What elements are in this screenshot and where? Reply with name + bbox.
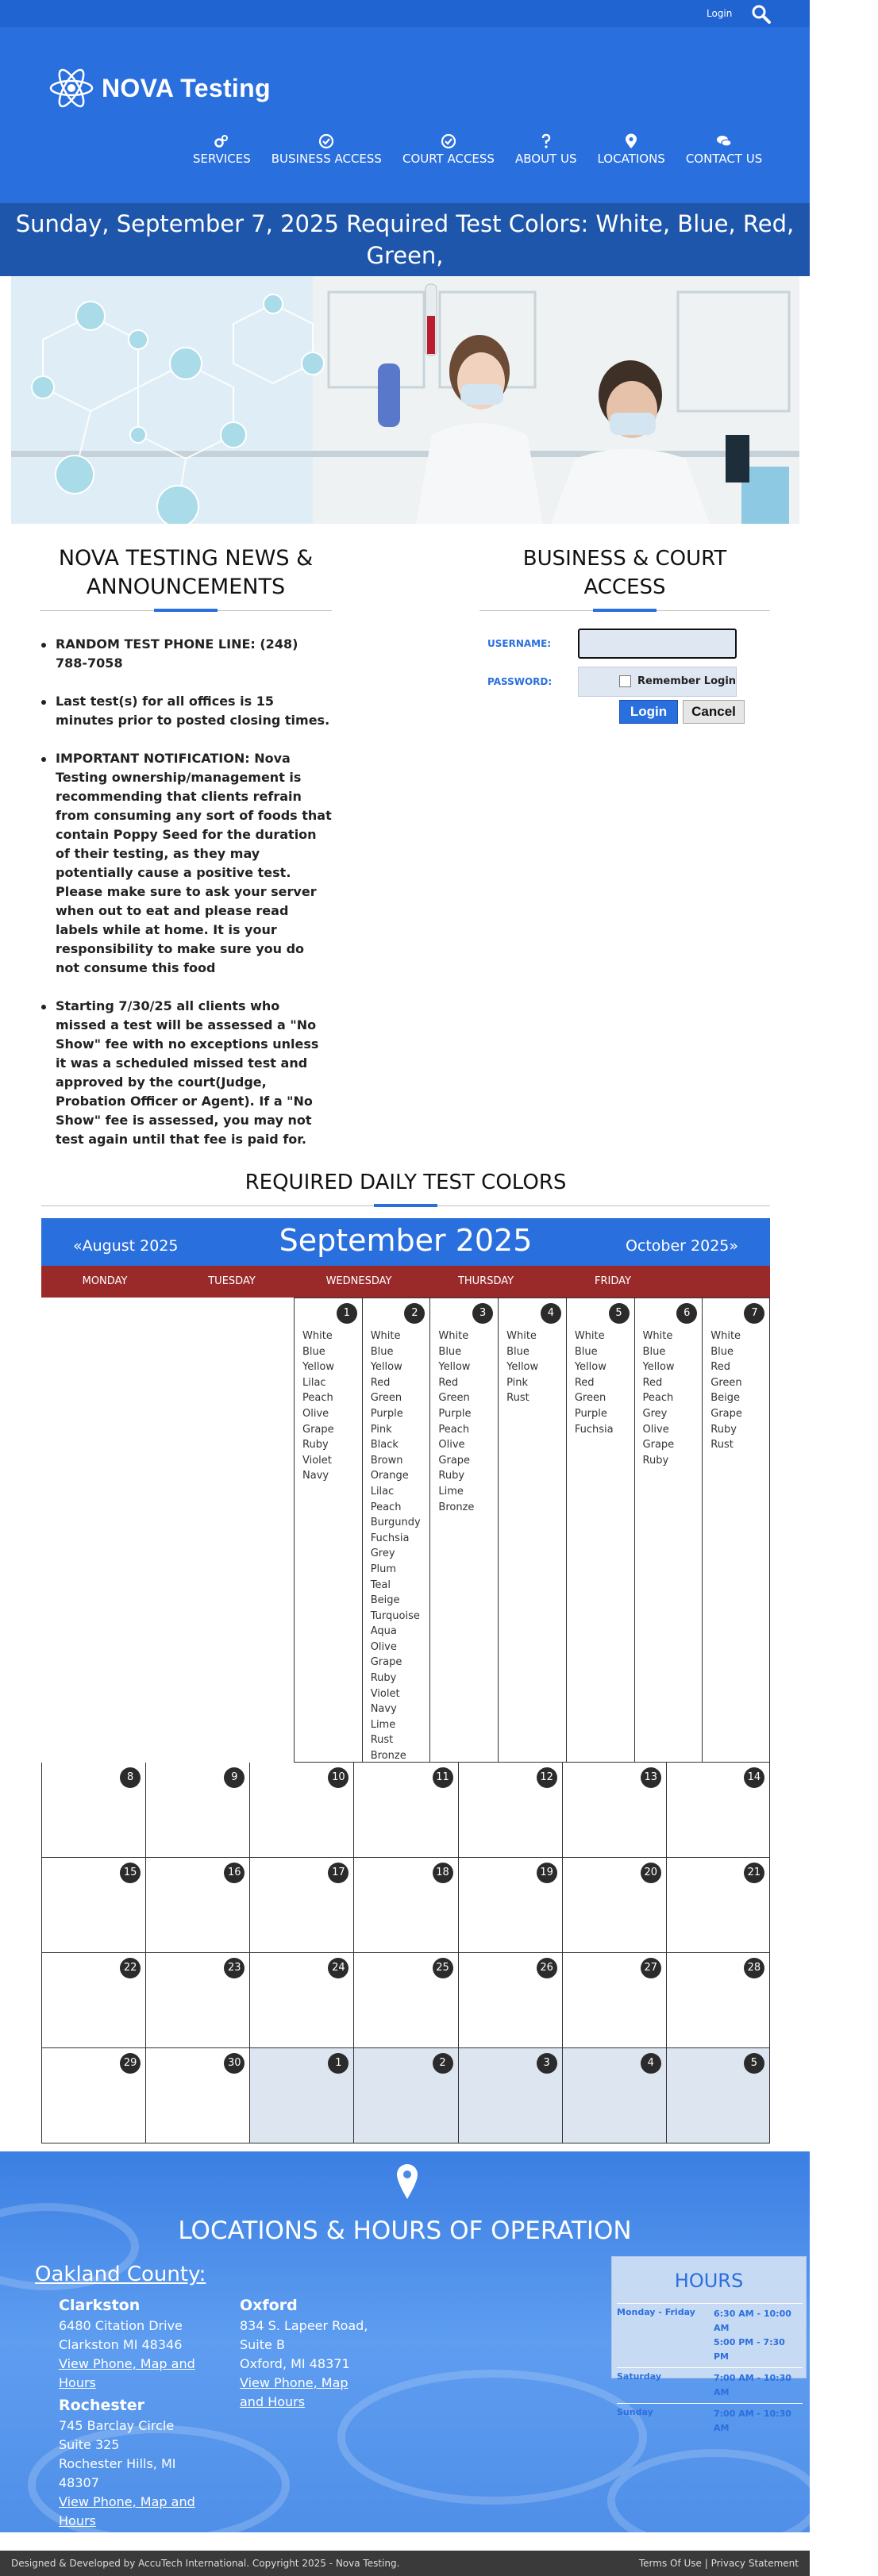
test-color: Olive [302,1407,329,1420]
test-color: White [710,1330,741,1342]
calendar-day-cell[interactable] [666,1858,770,1953]
map-pin-icon [623,133,639,149]
logo[interactable] [49,60,271,116]
test-color: Lime [370,1718,396,1731]
calendar-day-cell[interactable] [429,1298,498,1763]
office-details-link[interactable]: View Phone, Map and Hours [59,2356,195,2390]
test-color: Grey [642,1407,668,1420]
calendar-day-cell[interactable] [145,1858,249,1953]
news-item: RANDOM TEST PHONE LINE: (248) 788-7058 [40,635,332,673]
next-month-label: October 2025 [625,1237,730,1255]
day-number-badge: 27 [641,1958,661,1978]
test-color: Beige [370,1594,400,1607]
calendar-day-cell[interactable] [562,1858,666,1953]
news-list [40,635,332,1149]
calendar-day-cell[interactable] [353,1858,457,1953]
calendar-day-cell[interactable] [498,1298,566,1763]
title-divider [40,602,332,611]
day-number-badge: 15 [120,1863,141,1883]
test-color: Grape [710,1407,742,1420]
test-color: Ruby [302,1439,329,1451]
test-color: Bronze [370,1750,406,1763]
day-number-badge: 2 [404,1303,425,1324]
calendar-day-cell[interactable] [353,1763,457,1858]
test-color: Red [574,1376,595,1389]
test-color: Violet [302,1454,332,1467]
test-color: Blue [438,1345,462,1358]
test-color: Purple [438,1407,472,1420]
test-color: Peach [302,1392,333,1405]
double-chevron-left-icon: « [73,1237,83,1255]
news-item: Last test(s) for all offices is 15 minutes prior to posted closing times. [40,692,332,730]
hours-time-1: 6:30 AM - 10:00 AM [714,2309,791,2333]
test-color: Yellow [302,1361,335,1374]
top-bar [0,0,810,27]
colors-section-header [41,1168,770,1206]
day-number-badge: 5 [609,1303,630,1324]
day-number-badge: 18 [433,1863,453,1883]
day-number-badge: 21 [744,1863,764,1883]
test-color: White [438,1330,469,1342]
test-color: Blue [302,1345,325,1358]
test-color: White [642,1330,673,1342]
day-color-list [575,1328,614,1437]
test-color: Olive [438,1439,465,1451]
test-color: Red [642,1376,663,1389]
calendar-day-cell[interactable] [41,1763,145,1858]
calendar-day-cell[interactable] [458,2048,562,2143]
test-color: Purple [370,1407,403,1420]
test-color: Plum [370,1563,397,1575]
day-number-badge: 11 [433,1767,453,1788]
test-color: Teal [370,1578,391,1591]
atom-logo-icon [49,63,94,113]
test-color: Olive [370,1640,397,1653]
cancel-button[interactable]: Cancel [683,700,745,724]
login-button[interactable]: Login [619,700,678,724]
test-color: Red [370,1376,391,1389]
login-form [479,627,770,703]
day-color-list [302,1328,334,1484]
nav-label: SERVICES [193,152,251,166]
copyright-text: Designed & Developed by AccuTech International. Copyright 2025 - Nova Testing. [11,2558,400,2569]
password-label: PASSWORD: [487,676,553,687]
username-label: USERNAME: [487,638,552,649]
title-divider [479,602,770,611]
office-address-1: 6480 Citation Drive [59,2318,183,2333]
day-number-badge: 29 [120,2053,141,2074]
test-color: Burgundy [370,1517,421,1529]
day-number-badge: 14 [744,1767,764,1788]
nav-label: CONTACT US [685,152,763,166]
calendar-day-cell[interactable] [458,1763,562,1858]
hours-time: 7:00 AM - 10:30 AM [714,2373,791,2397]
next-month-link[interactable] [626,1237,738,1255]
top-login-link[interactable]: Login [707,8,733,19]
news-item: IMPORTANT NOTIFICATION: Nova Testing ownership/management is recommending that clients refrain from consuming any sort of foods that contain Poppy Seed for the duration of their testing, as they may potentially cause a positive test. Please make sure to ask your server when out to eat and please read labels while at home. It is your responsibility to make sure you do not consume this food [40,749,332,978]
office-details-link[interactable]: View Phone, Map and Hours [240,2375,349,2409]
test-color: Orange [370,1470,409,1482]
test-color: Grape [642,1439,675,1451]
office-address-2: Clarkston MI 48346 [59,2337,183,2352]
calendar-day-cell[interactable] [249,1858,353,1953]
day-color-list [643,1328,675,1468]
test-color: Ruby [710,1423,737,1436]
weekday-label: MONDAY [82,1275,128,1287]
day-number-badge: 16 [224,1863,245,1883]
double-chevron-right-icon: » [729,1237,738,1255]
test-color: Blue [370,1345,394,1358]
office-address-2: Oxford, MI 48371 [240,2356,350,2371]
map-pin-icon [397,2164,418,2199]
calendar-day-cell[interactable] [249,1953,353,2048]
day-number-badge: 3 [537,2053,557,2074]
weekday-label: WEDNESDAY [325,1275,392,1287]
day-color-list [371,1328,421,1764]
day-number-badge: 20 [641,1863,661,1883]
day-number-badge: 17 [328,1863,349,1883]
lab-scientists-illustration [11,276,799,524]
day-number-badge: 24 [328,1958,349,1978]
banner-line-1: Sunday, September 7, 2025 Required Test Colors: White, Blue, Red, Green, [15,210,795,269]
test-color: Grey [370,1548,395,1560]
remember-label: Remember Login [637,675,737,687]
test-color: Beige [710,1392,741,1405]
day-number-badge: 19 [537,1863,557,1883]
calendar-day-cell[interactable] [41,2048,145,2143]
username-row [479,627,770,665]
hours-time: 7:00 AM - 10:30 AM [714,2409,791,2433]
test-color: Blue [710,1345,734,1358]
day-number-badge: 1 [337,1303,357,1324]
test-color: Yellow [642,1361,675,1374]
test-color: Pink [370,1423,392,1436]
hours-day: Saturday [617,2371,661,2382]
nav-label: LOCATIONS [597,152,665,166]
day-number-badge: 5 [744,2053,764,2074]
gears-icon [214,133,229,149]
news-item: Starting 7/30/25 all clients who missed a test will be assessed a "No Show" fee with no exceptions unless it was a scheduled missed test and approved by the court(Judge, Probation Officer or Agent). If a "No Show" fee is assessed, you may not test again until that fee is paid for. [40,997,332,1149]
calendar-day-cell[interactable] [353,1953,457,2048]
office-name: Oxford [240,2297,298,2314]
office-address-1: 745 Barclay Circle Suite 325 [59,2418,175,2452]
test-color: Olive [642,1423,669,1436]
calendar-day-cell[interactable] [562,1763,666,1858]
news-title-line-1: NOVA TESTING NEWS & [58,546,314,571]
hours-day: Sunday [617,2407,653,2417]
hero-image [11,276,799,524]
calendar-week-row [41,1953,770,2048]
nav-court-access[interactable] [402,133,495,166]
remember-login[interactable] [619,675,736,687]
copyright-bar [0,2551,810,2576]
question-icon [538,133,554,149]
nav-contact-us[interactable] [686,133,762,166]
test-color: Fuchsia [574,1423,614,1436]
chat-icon [716,133,732,149]
weekday-bar [41,1266,770,1298]
hours-time-2: 5:00 PM - 7:30 PM [714,2337,785,2362]
office-clarkston [59,2294,218,2393]
calendar-day-cell[interactable] [458,1953,562,2048]
test-color: Red [438,1376,459,1389]
nav-label: COURT ACCESS [402,152,495,166]
current-month: September 2025 [279,1223,533,1258]
office-name: Clarkston [59,2297,141,2314]
calendar-day-cell[interactable] [666,2048,770,2143]
calendar-week-row [41,1858,770,1953]
test-color: Rust [370,1734,394,1747]
weekday-label: FRIDAY [595,1275,631,1287]
hours-day: Monday - Friday [617,2307,695,2317]
test-color: Yellow [506,1361,539,1374]
calendar-day-cell[interactable] [145,1953,249,2048]
test-color: Blue [506,1345,529,1358]
day-number-badge: 28 [744,1958,764,1978]
hours-title: HOURS [674,2270,744,2292]
test-color: Fuchsia [370,1532,410,1544]
test-color: Navy [302,1470,329,1482]
test-color: Rust [710,1439,734,1451]
test-color: Bronze [438,1501,475,1513]
day-number-badge: 26 [537,1958,557,1978]
day-number-badge: 3 [472,1303,493,1324]
test-colors-banner [0,203,810,276]
day-number-badge: 1 [328,2053,349,2074]
weekday-label: TUESDAY [208,1275,256,1287]
calendar-day-cell[interactable] [145,2048,249,2143]
test-color: Blue [642,1345,666,1358]
calendar-day-cell[interactable] [566,1298,634,1763]
hours-row [617,2403,803,2439]
nav-services[interactable] [193,133,251,166]
test-color: Ruby [438,1470,465,1482]
test-color: Aqua [370,1625,397,1638]
check-circle-icon [441,133,456,149]
calendar-day-cell[interactable] [702,1298,770,1763]
calendar-day-cell[interactable] [294,1298,362,1763]
test-color: Green [438,1392,470,1405]
day-number-badge: 22 [120,1958,141,1978]
test-color: Peach [370,1501,402,1513]
calendar-day-cell[interactable] [562,2048,666,2143]
hours-time [714,2307,803,2364]
day-number-badge: 8 [120,1767,141,1788]
test-color: Grape [302,1423,334,1436]
test-color: Violet [370,1687,400,1700]
office-details-link[interactable]: View Phone, Map and Hours [59,2494,195,2528]
calendar-day-cell[interactable] [353,2048,457,2143]
day-number-badge: 2 [433,2053,453,2074]
test-color: Ruby [642,1454,669,1467]
search-icon[interactable] [751,4,772,25]
calendar-header [41,1218,770,1266]
calendar-day-cell[interactable] [41,1858,145,1953]
locations-title: LOCATIONS & HOURS OF OPERATION [178,2217,632,2245]
test-color: Peach [642,1392,674,1405]
test-color: Yellow [370,1361,402,1374]
test-color: Green [710,1376,742,1389]
test-color: Grape [438,1454,471,1467]
day-number-badge: 7 [744,1303,764,1324]
hours-table [617,2303,803,2439]
nav-label: ABOUT US [514,152,577,166]
test-color: White [370,1330,401,1342]
prev-month-label: August 2025 [82,1237,179,1255]
day-number-badge: 12 [537,1767,557,1788]
calendar-day-cell[interactable] [145,1763,249,1858]
nav-label: BUSINESS ACCESS [271,152,382,166]
title-divider [41,1197,770,1206]
calendar-grid [41,1763,770,2143]
test-color: Grape [370,1656,402,1669]
office-oxford [240,2294,375,2412]
test-color: Lilac [302,1376,326,1389]
day-number-badge: 9 [224,1767,245,1788]
calendar-day-cell[interactable] [249,2048,353,2143]
day-number-badge: 30 [224,2053,245,2074]
test-color: Peach [438,1423,470,1436]
office-address-2: Rochester Hills, MI 48307 [59,2456,176,2490]
brand-name: NOVA Testing [102,73,271,102]
test-color: Yellow [574,1361,607,1374]
test-color: Brown [370,1454,403,1467]
county-heading[interactable]: Oakland County: [35,2263,206,2286]
calendar-first-week [41,1298,770,1763]
test-color: Lilac [370,1485,395,1498]
day-number-badge: 4 [641,2053,661,2074]
day-number-badge: 4 [541,1303,561,1324]
footer-links[interactable]: Terms Of Use | Privacy Statement [638,2558,799,2569]
nav-business-access[interactable] [271,133,382,166]
day-color-list [506,1328,538,1406]
username-input[interactable] [578,629,737,659]
locations-section [0,2151,810,2532]
news-title [40,544,332,602]
calendar-week-row [41,1763,770,1858]
test-color: Ruby [370,1672,397,1685]
remember-checkbox[interactable] [619,675,631,687]
day-color-list [438,1328,474,1515]
test-color: Green [574,1392,607,1405]
hours-box [611,2256,807,2433]
day-color-list [710,1328,742,1453]
day-number-badge: 6 [676,1303,697,1324]
calendar-day-cell[interactable] [362,1298,430,1763]
test-color: White [506,1330,537,1342]
main-nav [183,133,772,166]
hours-row [617,2303,803,2367]
office-name: Rochester [59,2397,145,2414]
test-color: White [302,1330,333,1342]
test-color: Lime [438,1485,464,1498]
test-color: Yellow [438,1361,471,1374]
test-color: Navy [370,1703,397,1716]
check-circle-icon [318,133,334,149]
calendar-day-cell[interactable] [458,1858,562,1953]
office-rochester [59,2394,202,2531]
nav-locations[interactable] [597,133,664,166]
test-color: Blue [574,1345,598,1358]
calendar-day-cell[interactable] [666,1953,770,2048]
test-color: Turquoise [370,1609,420,1622]
calendar-day-cell[interactable] [249,1763,353,1858]
day-number-badge: 23 [224,1958,245,1978]
calendar-day-cell[interactable] [634,1298,703,1763]
news-title-line-2: ANNOUNCEMENTS [86,575,286,599]
test-color: Red [710,1361,730,1374]
weekday-label: THURSDAY [457,1275,514,1287]
calendar-day-cell[interactable] [666,1763,770,1858]
colors-title: REQUIRED DAILY TEST COLORS [245,1171,567,1194]
day-number-badge: 25 [433,1958,453,1978]
site-header [0,27,810,203]
day-number-badge: 10 [328,1767,349,1788]
test-color: Pink [506,1376,529,1389]
login-section [479,544,770,719]
test-color: Purple [574,1407,607,1420]
calendar-week-row [41,2048,770,2143]
hours-row [617,2367,803,2403]
office-address-1: 834 S. Lapeer Road, Suite B [240,2318,368,2352]
test-color: Green [370,1392,402,1405]
nav-about-us[interactable] [515,133,577,166]
test-color: Rust [506,1392,529,1405]
test-color: Black [370,1439,399,1451]
calendar-day-cell[interactable] [41,1953,145,2048]
calendar-day-cell[interactable] [562,1953,666,2048]
day-number-badge: 13 [641,1767,661,1788]
news-section [40,544,332,1168]
access-title: BUSINESS & COURT ACCESS [522,547,727,599]
test-color: White [574,1330,605,1342]
